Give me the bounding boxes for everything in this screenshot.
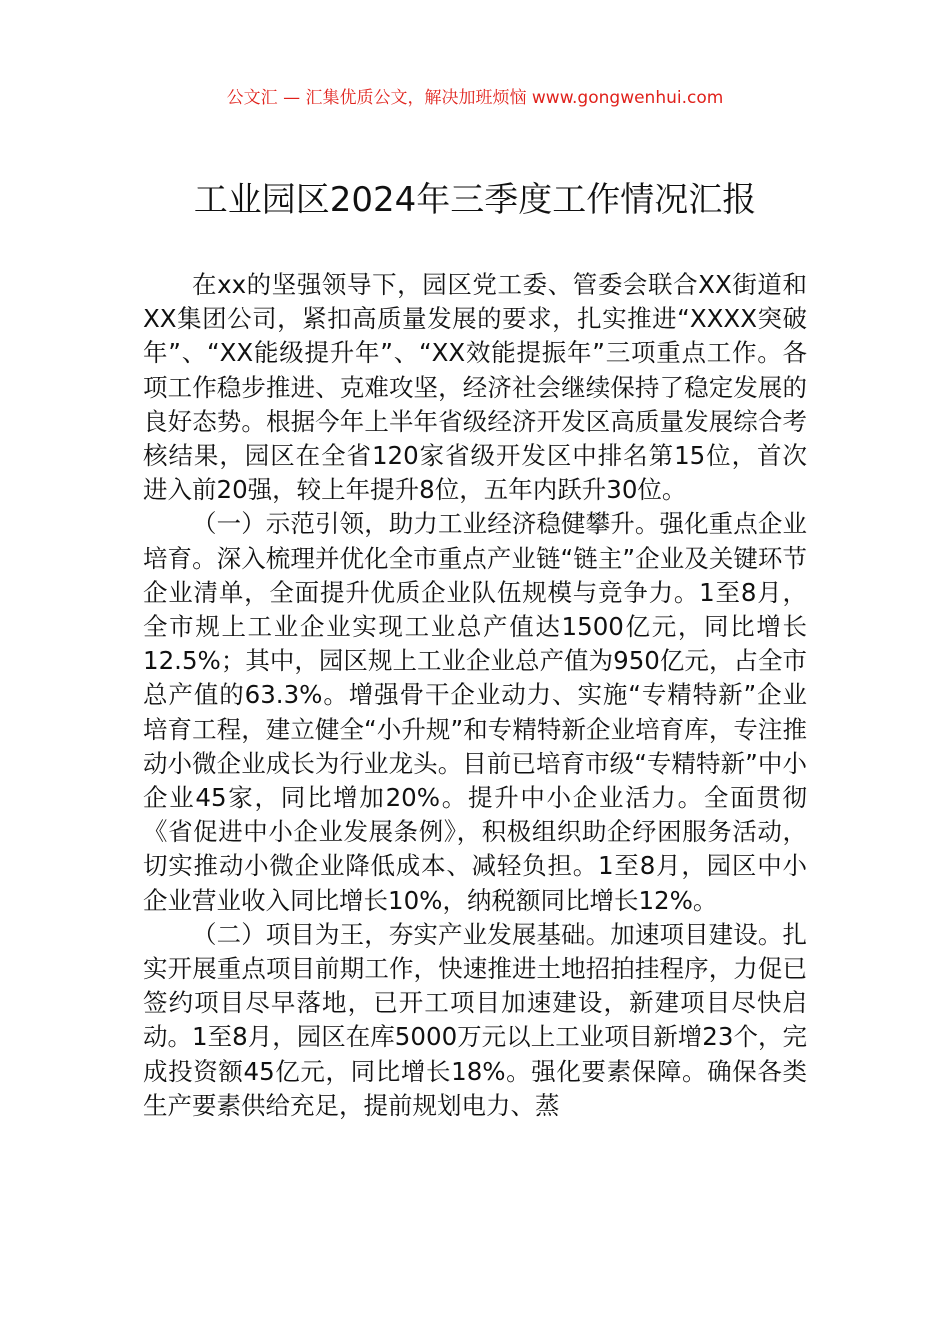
document-body — [143, 268, 807, 1123]
paragraph-section-1: （一）示范引领，助力工业经济稳健攀升。强化重点企业培育。深入梳理并优化全市重点产业链“链主”企业及关键环节企业清单，全面提升优质企业队伍规模与竞争力。1至8月，全市规上工业企业实现工业总产值达1500亿元，同比增长12.5%；其中，园区规上工业企业总产值为950亿元，占全市总产值的63.3%。增强骨干企业动力、实施“专精特新”企业培育工程，建立健全“小升规”和专精特新企业培育库，专注推动小微企业成长为行业龙头。目前已培育市级“专精特新”中小企业45家，同比增加20%。提升中小企业活力。全面贯彻《省促进中小企业发展条例》，积极组织助企纾困服务活动，切实推动小微企业降低成本、减轻负担。1至8月，园区中小企业营业收入同比增长10%，纳税额同比增长12%。 — [143, 509, 807, 915]
watermark-banner[interactable]: 公文汇 — 汇集优质公文，解决加班烦恼 www.gongwenhui.com — [226, 88, 724, 108]
paragraph-intro: 在xx的坚强领导下，园区党工委、管委会联合XX街道和XX集团公司，紧扣高质量发展的要求，扎实推进“XXXX突破年”、“XX能级提升年”、“XX效能提振年”三项重点工作。各项工作稳步推进、克难攻坚，经济社会继续保持了稳定发展的良好态势。根据今年上半年省级经济开发区高质量发展综合考核结果，园区在全省120家省级开发区中排名第15位，首次进入前20强，较上年提升8位，五年内跃升30位。 — [143, 270, 807, 505]
paragraph-section-2: （二）项目为王，夯实产业发展基础。加速项目建设。扎实开展重点项目前期工作，快速推进土地招拍挂程序，力促已签约项目尽早落地，已开工项目加速建设，新建项目尽快启动。1至8月，园区在库5000万元以上工业项目新增23个，完成投资额45亿元，同比增长18%。强化要素保障。确保各类生产要素供给充足，提前规划电力、蒸 — [143, 919, 807, 1120]
page-title: 工业园区2024年三季度工作情况汇报 — [193, 180, 757, 220]
